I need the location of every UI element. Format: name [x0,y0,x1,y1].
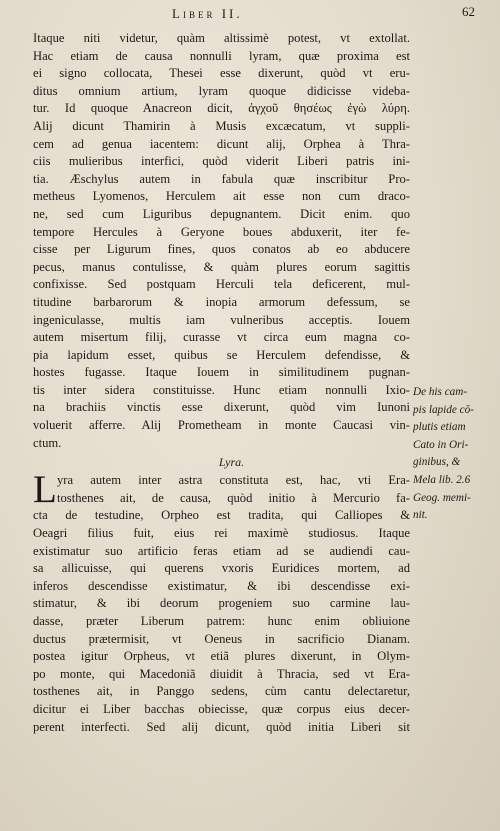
text-line: dicitur ei Liber bacchas obiecisse, quæ corpus eius decer- [33,701,410,716]
text-line: cta de testudine, Orpheo est tradita, qui Calliopes & [33,508,410,523]
text-line: titudine barbarorum & inopia armorum defessum, se [33,294,410,309]
text-line: cem ad genua iacentem: dicunt alij, Orphea à Thra- [33,136,410,151]
text-line: tia. Æschylus autem in fabula quæ inscribitur Pro- [33,171,410,186]
drop-cap-initial: L [33,468,57,512]
text-line: yra autem inter astra constituta est, hac, vti Era- [57,473,410,488]
text-line: hostes fugasse. Itaque Iouem in similitudinem pugnan- [33,365,410,380]
margin-note-line: ginibus, & [413,456,461,469]
text-line: sa allicuisse, qui querens vxoris Euridices mortem, ad [33,561,410,576]
text-line: Itaque niti videtur, quàm altissimè potest, vt extollat. [33,31,410,45]
margin-note-line: plutis etiam [413,421,466,434]
margin-note-line: Geog. memi- [413,491,471,504]
margin-note-line: Mela lib. 2.6 [413,473,471,486]
text-line: existimatur suo artificio feras etiam ad se audiendi cau- [33,543,410,558]
margin-note-line: pis lapide cō- [413,403,474,416]
text-line: na brachiis vinctis esse dixerunt, quòd vim Iunoni [33,400,410,415]
margin-note-line: De his cam- [413,386,468,398]
text-line: voluerit afferre. Alij Prometheam in monte Caucasi vin- [33,418,410,433]
text-line: tis inter sidera constituisse. Hunc etiam nonnulli Ixio- [33,382,410,397]
text-line: ciis mulieribus interfici, quòd viderit Liberi patris ini- [33,154,410,169]
text-line: pia lapidum esset, quibus se Herculem defendisse, & [33,347,410,362]
text-line: Hac etiam de causa nonnulli lyram, quæ proxima est [33,48,410,63]
text-line: postea igitur Orpheus, vt etiã plures dixerunt, in Olym- [33,649,410,664]
text-line: tur. Id quoque Anacreon dicit, ἀγχοῦ θησέως ἐγὼ λύρη. [33,101,410,116]
text-line: perent interfecti. Sed alij dicunt, quòd initia Liberi sit [33,719,410,734]
text-line: tosthenes ait, in Panggo sedens, cùm cantu delectaretur, [33,684,410,699]
text-line: stimatur, & ibi deorum progeniem suo carmine lau- [33,596,410,611]
text-line: cisse per Ligurum fines, quos conatos ab eo abducere [33,242,410,257]
text-line: ne, sed cum Liguribus depugnantem. Dicit enim. quo [33,206,410,221]
text-line: tosthenes ait, de causa, quòd initio à Mercurio fa- [57,490,410,505]
text-line: Alij dicunt Thamirin à Musis excæcatum, vt suppli- [33,118,410,133]
text-line: ingeniculasse, multis iam vulneribus acceptis. Iouem [33,312,410,327]
section-heading: Lyra. [218,455,245,470]
margin-note [413,384,497,525]
running-head: Liber II. [172,6,243,21]
page-number: 62 [462,4,475,19]
text-line: ei signo collocata, Thesei esse dixerunt, quòd vt eru- [33,66,410,81]
text-line: metheus Lyomenos, Herculem ait esse non cum draco- [33,189,410,204]
text-line: ctum. [33,435,62,450]
main-text-block [33,30,410,736]
text-line: Oeagri filius fuit, eius rei maximè studiosus. Itaque [33,526,410,541]
text-line: autem misertum filij, curasse vt circa eum magna co- [33,330,410,345]
text-line: inferos descendisse existimatur, & ibi descendisse exi- [33,578,410,593]
margin-note-line: nit. [413,509,428,522]
lyra-paragraph [33,468,410,736]
text-line: confixisse. Sed postquam Herculi tela deficerent, mul- [33,277,410,292]
text-line: po monte, qui Macedoniã diuidit à Thracia, sed vt Era- [33,666,410,681]
text-line: pecus, manus contulisse, & quàm plures eorum sagittis [33,259,410,274]
text-line: tempore Hercules à Geryone boues abduxerit, iter fe- [33,224,410,239]
text-line: dasse, præter Liberum patrem: hunc enim obliuione [33,614,410,628]
margin-note-line: Cato in Ori- [413,438,469,451]
text-line: ditus omnium artium, lyram quoque didicisse videba- [33,83,410,98]
text-line: ductus prætermisit, vt Oeneus in sacrificio Dianam. [33,631,410,646]
